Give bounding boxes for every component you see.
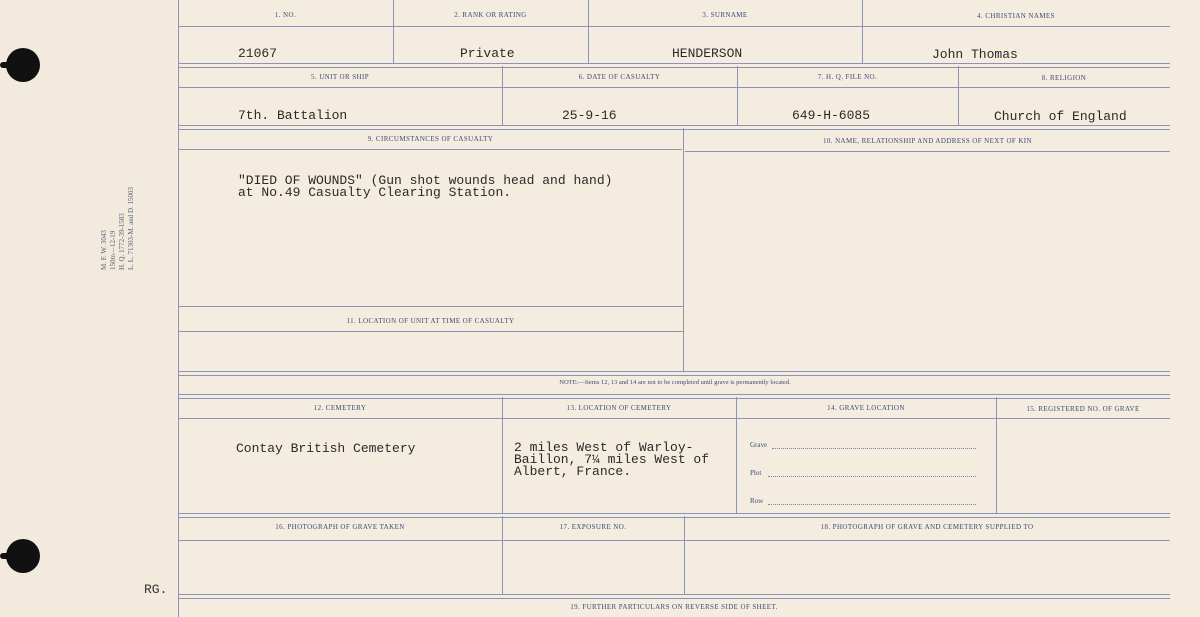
further-label: 19. FURTHER PARTICULARS ON REVERSE SIDE OF SHEET. xyxy=(570,603,778,611)
date-value: 25-9-16 xyxy=(562,108,617,123)
rule xyxy=(178,87,1170,88)
rule xyxy=(502,397,503,514)
print-ref-1: M. F. W. 3043 xyxy=(100,230,108,270)
next-of-kin-label: 10. NAME, RELATIONSHIP AND ADDRESS OF NEXT OF KIN xyxy=(822,137,1032,145)
print-reference xyxy=(100,160,160,270)
grave-line-label: Grave xyxy=(750,441,768,449)
plot-line xyxy=(768,476,976,477)
photo-taken-label: 16. PHOTOGRAPH OF GRAVE TAKEN xyxy=(275,523,405,531)
religion-label: 8. RELIGION xyxy=(1041,74,1087,82)
cemetery-value: Contay British Cemetery xyxy=(236,441,416,456)
christian-label: 4. CHRISTIAN NAMES xyxy=(977,12,1055,20)
exposure-label: 17. EXPOSURE NO. xyxy=(559,523,627,531)
file-value: 649-H-6085 xyxy=(792,108,871,123)
religion-value: Church of England xyxy=(994,109,1127,124)
rule xyxy=(178,418,1170,419)
grave-line xyxy=(772,448,976,449)
rule xyxy=(178,331,683,332)
surname-value: HENDERSON xyxy=(672,46,743,61)
row-line-label: Row xyxy=(750,497,764,505)
rule xyxy=(862,0,863,64)
rule xyxy=(178,540,1170,541)
circumstances-label: 9. CIRCUMSTANCES OF CASUALTY xyxy=(367,135,494,143)
no-value: 21067 xyxy=(238,46,278,61)
rule xyxy=(178,306,683,307)
date-label: 6. DATE OF CASUALTY xyxy=(578,73,661,81)
plot-line-label: Plot xyxy=(750,469,762,477)
rank-value: Private xyxy=(460,46,515,61)
rule xyxy=(178,594,1170,599)
punch-hole-bottom xyxy=(6,539,40,573)
punch-hole-top xyxy=(6,48,40,82)
registered-label: 15. REGISTERED NO. OF GRAVE xyxy=(1026,405,1140,413)
grave-location-label: 14. GRAVE LOCATION xyxy=(827,404,905,412)
unit-value: 7th. Battalion xyxy=(238,108,348,123)
rg-mark: RG. xyxy=(144,582,168,597)
surname-label: 3. SURNAME xyxy=(702,11,748,19)
cemetery-label: 12. CEMETERY xyxy=(313,404,367,412)
rule xyxy=(588,0,589,64)
rank-label: 2. RANK OR RATING xyxy=(454,11,527,19)
unit-label: 5. UNIT OR SHIP xyxy=(311,73,369,81)
location-unit-label: 11. LOCATION OF UNIT AT TIME OF CASUALTY xyxy=(346,317,515,325)
rule xyxy=(178,26,1170,27)
file-label: 7. H. Q. FILE NO. xyxy=(817,73,878,81)
print-ref-3: H. Q. 1772-39-1583 xyxy=(118,213,126,270)
circumstances-value: "DIED OF WOUNDS" (Gun shot wounds head and hand) at No.49 Casualty Clearing Station. xyxy=(238,173,613,200)
cem-location-value: 2 miles West of Warloy- Baillon, 7¼ miles West of Albert, France. xyxy=(514,440,710,479)
rule xyxy=(736,397,737,514)
photo-supplied-label: 18. PHOTOGRAPH OF GRAVE AND CEMETERY SUPPLIED TO xyxy=(820,523,1034,531)
rule xyxy=(393,0,394,64)
print-ref-2: 150m—12-19 xyxy=(109,230,117,270)
rule xyxy=(178,394,1170,399)
rule xyxy=(178,149,682,150)
rule xyxy=(178,63,1170,68)
no-label: 1. NO. xyxy=(274,11,297,19)
cem-location-label: 13. LOCATION OF CEMETERY xyxy=(566,404,672,412)
note-text: NOTE:—Items 12, 13 and 14 are not to be completed until grave is permanently located. xyxy=(559,379,791,386)
rule xyxy=(178,513,1170,518)
rule xyxy=(683,128,684,372)
rule xyxy=(178,125,1170,130)
rule xyxy=(178,371,1170,376)
card-margin xyxy=(0,0,176,617)
rule xyxy=(685,151,1170,152)
rule xyxy=(996,397,997,514)
christian-value: John Thomas xyxy=(932,47,1018,62)
row-line xyxy=(768,504,976,505)
print-ref-4: L. L. 71303-M. and D. 15003 xyxy=(127,186,135,270)
